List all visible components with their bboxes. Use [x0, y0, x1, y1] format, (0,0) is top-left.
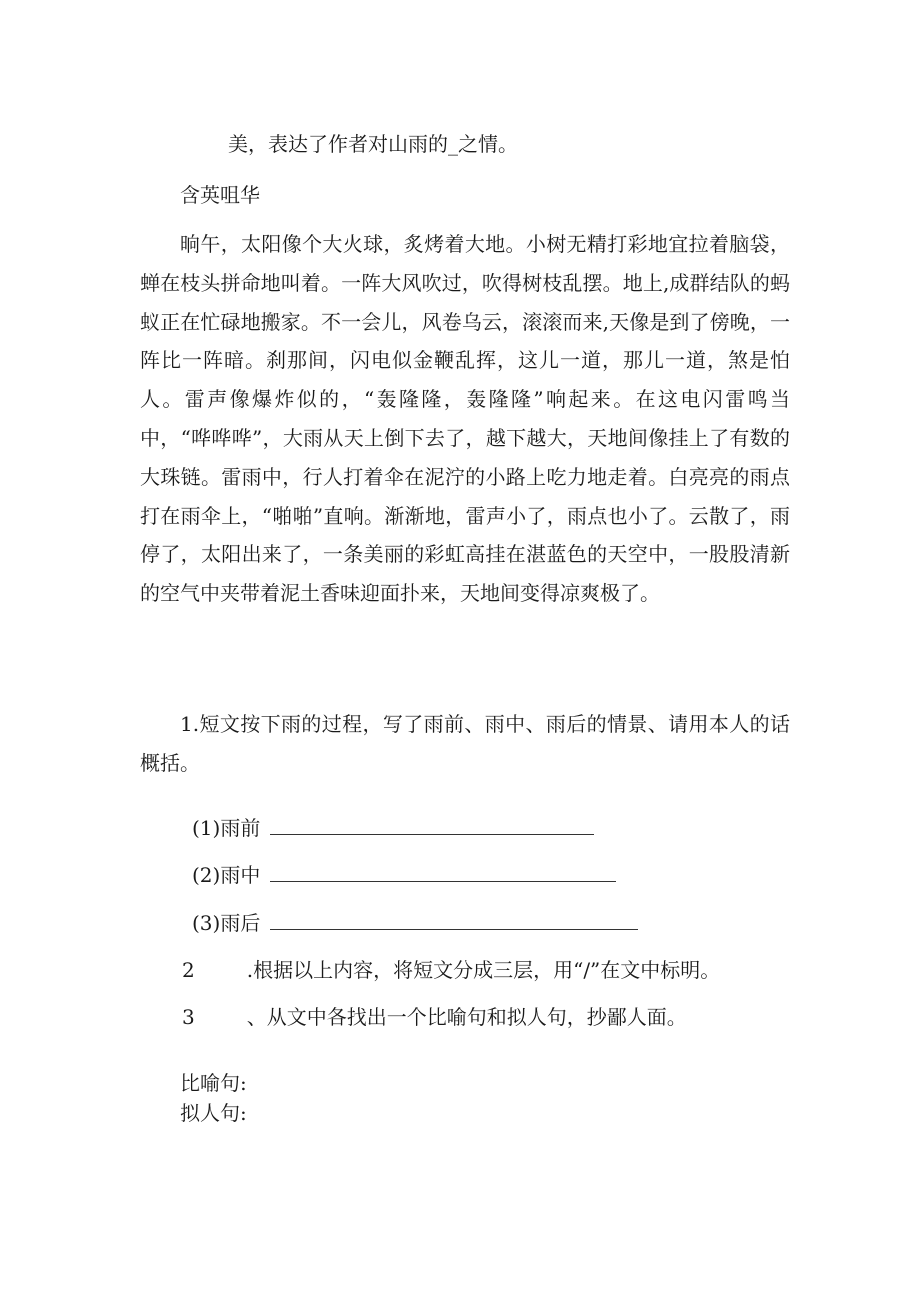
answer-blank-during-rain[interactable]	[270, 861, 616, 882]
answer-label-before-rain: (1)雨前	[192, 816, 261, 840]
answer-line-after-rain[interactable]	[192, 909, 638, 937]
answer-line-during-rain[interactable]	[192, 861, 616, 889]
personification-answer-label: 拟人句:	[180, 1101, 247, 1125]
simile-answer-label: 比喻句:	[180, 1071, 247, 1095]
question-1-number: 1	[180, 712, 193, 736]
section-title: 含英咀华	[180, 183, 260, 207]
answer-line-before-rain[interactable]	[192, 814, 594, 842]
question-3	[182, 1003, 687, 1031]
question-2-text: .根据以上内容，将短文分成三层，用“/”在文中标明。	[246, 958, 721, 982]
answer-label-during-rain: (2)雨中	[192, 863, 261, 887]
question-1-text: .短文按下雨的过程，写了雨前、雨中、雨后的情景、请用本人的话概括。	[140, 712, 790, 775]
question-1	[140, 705, 790, 783]
answer-blank-after-rain[interactable]	[270, 909, 638, 930]
answer-label-after-rain: (3)雨后	[192, 911, 261, 935]
question-2-number: 2	[182, 958, 195, 982]
answer-blank-before-rain[interactable]	[270, 814, 594, 835]
question-3-text: 、从文中各找出一个比喻句和拟人句，抄鄙人面。	[246, 1005, 687, 1029]
previous-page-carryover-line: 美，表达了作者对山雨的_之情。	[228, 132, 518, 156]
reading-passage: 晌午，太阳像个大火球，炙烤着大地。小树无精打彩地宜拉着脑袋，蝉在枝头拼命地叫着。一阵大风吹过，吹得树枝乱摆。地上,成群结队的蚂蚁正在忙碌地搬家。不一会儿，风卷乌云，滚滚而来,天像是到了傍晚，一阵比一阵暗。刹那间，闪电似金鞭乱挥，这儿一道，那儿一道，煞是怕人。雷声像爆炸似的，“轰隆隆，轰隆隆”响起来。在这电闪雷鸣当中，“哗哗哗”，大雨从天上倒下去了，越下越大，天地间像挂上了有数的大珠链。雷雨中，行人打着伞在泥泞的小路上吃力地走着。白亮亮的雨点打在雨伞上，“啪啪”直响。渐渐地，雷声小了，雨点也小了。云散了，雨停了，太阳出来了，一条美丽的彩虹高挂在湛蓝色的天空中，一股股清新的空气中夹带着泥土香味迎面扑来，天地间变得凉爽极了。	[140, 232, 790, 606]
question-2	[182, 956, 720, 984]
question-3-number: 3	[182, 1005, 195, 1029]
